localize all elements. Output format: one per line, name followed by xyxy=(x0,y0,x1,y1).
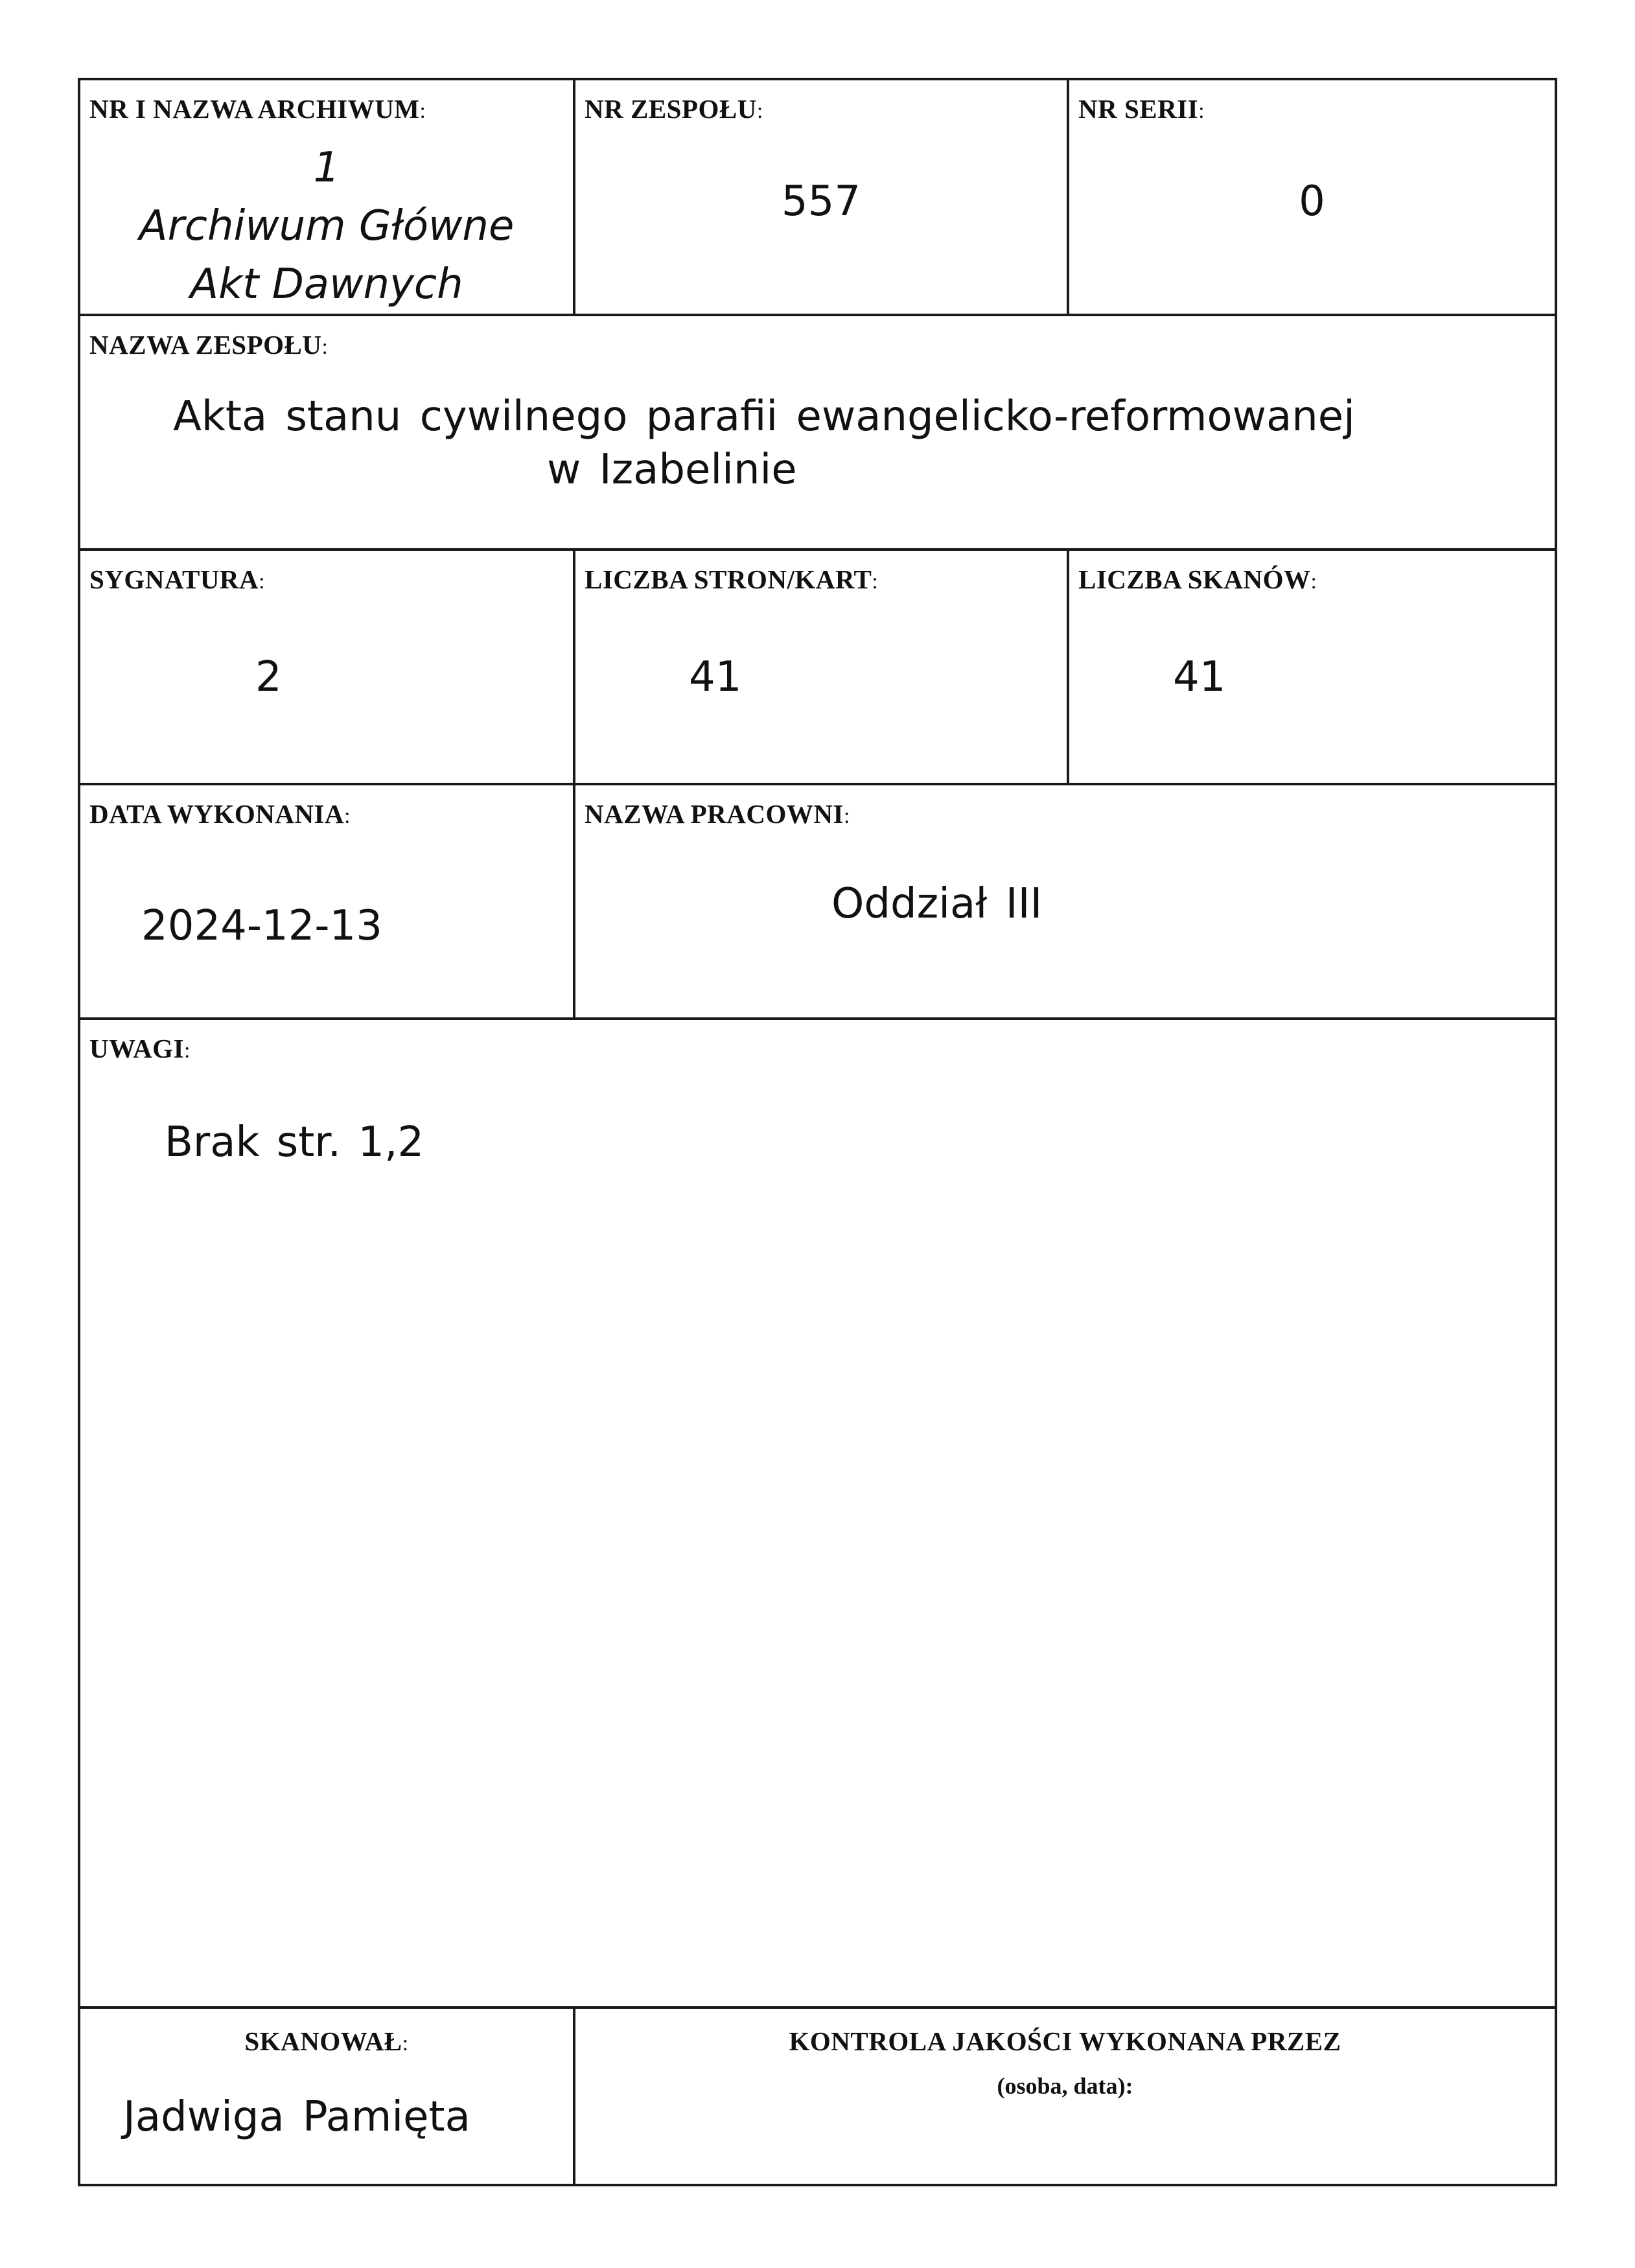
fonds-number-label: NR ZESPOŁU: xyxy=(585,94,763,124)
fonds-name-line2: w Izabelinie xyxy=(547,446,797,494)
fonds-name-line1: Akta stanu cywilnego parafii ewangelicko-reformowanej xyxy=(173,393,1355,441)
row-remarks xyxy=(80,1020,1555,2009)
cell-series-number xyxy=(1069,80,1555,314)
signature-value: 2 xyxy=(255,653,282,701)
scan-count-label: LICZBA SKANÓW: xyxy=(1078,564,1317,594)
row-archive xyxy=(80,80,1555,316)
remarks-value: Brak str. 1,2 xyxy=(165,1118,424,1166)
series-number-label: NR SERII: xyxy=(1078,94,1205,124)
quality-control-sub-label: (osoba, data): xyxy=(997,2073,1133,2099)
remarks-label: UWAGI: xyxy=(89,1034,191,1063)
signature-label: SYGNATURA: xyxy=(89,564,266,594)
scan-count-value: 41 xyxy=(1173,653,1226,701)
cell-archive xyxy=(80,80,575,314)
fonds-number-value: 557 xyxy=(781,178,861,226)
scanned-by-value: Jadwiga Pamięta xyxy=(123,2093,470,2141)
archive-number: 1 xyxy=(313,144,340,192)
page-count-label: LICZBA STRON/KART: xyxy=(585,564,879,594)
cell-workshop xyxy=(575,785,1555,1017)
row-signoff xyxy=(80,2009,1555,2184)
archive-label: NR I NAZWA ARCHIWUM: xyxy=(89,94,426,124)
cell-scan-count xyxy=(1069,551,1555,783)
archive-name-line1: Archiwum Główne xyxy=(139,202,515,250)
workshop-label: NAZWA PRACOWNI: xyxy=(585,799,850,829)
scanned-by-label: SKANOWAŁ: xyxy=(244,2026,409,2056)
execution-date-value: 2024-12-13 xyxy=(141,902,382,950)
cell-quality-control xyxy=(575,2009,1555,2184)
archive-name-line2: Akt Dawnych xyxy=(190,260,463,308)
archive-form xyxy=(78,78,1557,2186)
execution-date-label: DATA WYKONANIA: xyxy=(89,799,351,829)
row-counts xyxy=(80,551,1555,785)
cell-page-count xyxy=(575,551,1069,783)
quality-control-label: KONTROLA JAKOŚCI WYKONANA PRZEZ xyxy=(789,2026,1341,2056)
cell-fonds-number xyxy=(575,80,1069,314)
page-count-value: 41 xyxy=(689,653,742,701)
cell-scanned-by xyxy=(80,2009,575,2184)
cell-signature xyxy=(80,551,575,783)
row-date-workshop xyxy=(80,785,1555,1020)
row-fonds-name xyxy=(80,316,1555,551)
workshop-value: Oddział III xyxy=(831,880,1043,928)
series-number-value: 0 xyxy=(1299,178,1325,226)
cell-execution-date xyxy=(80,785,575,1017)
fonds-name-label: NAZWA ZESPOŁU: xyxy=(89,330,329,360)
